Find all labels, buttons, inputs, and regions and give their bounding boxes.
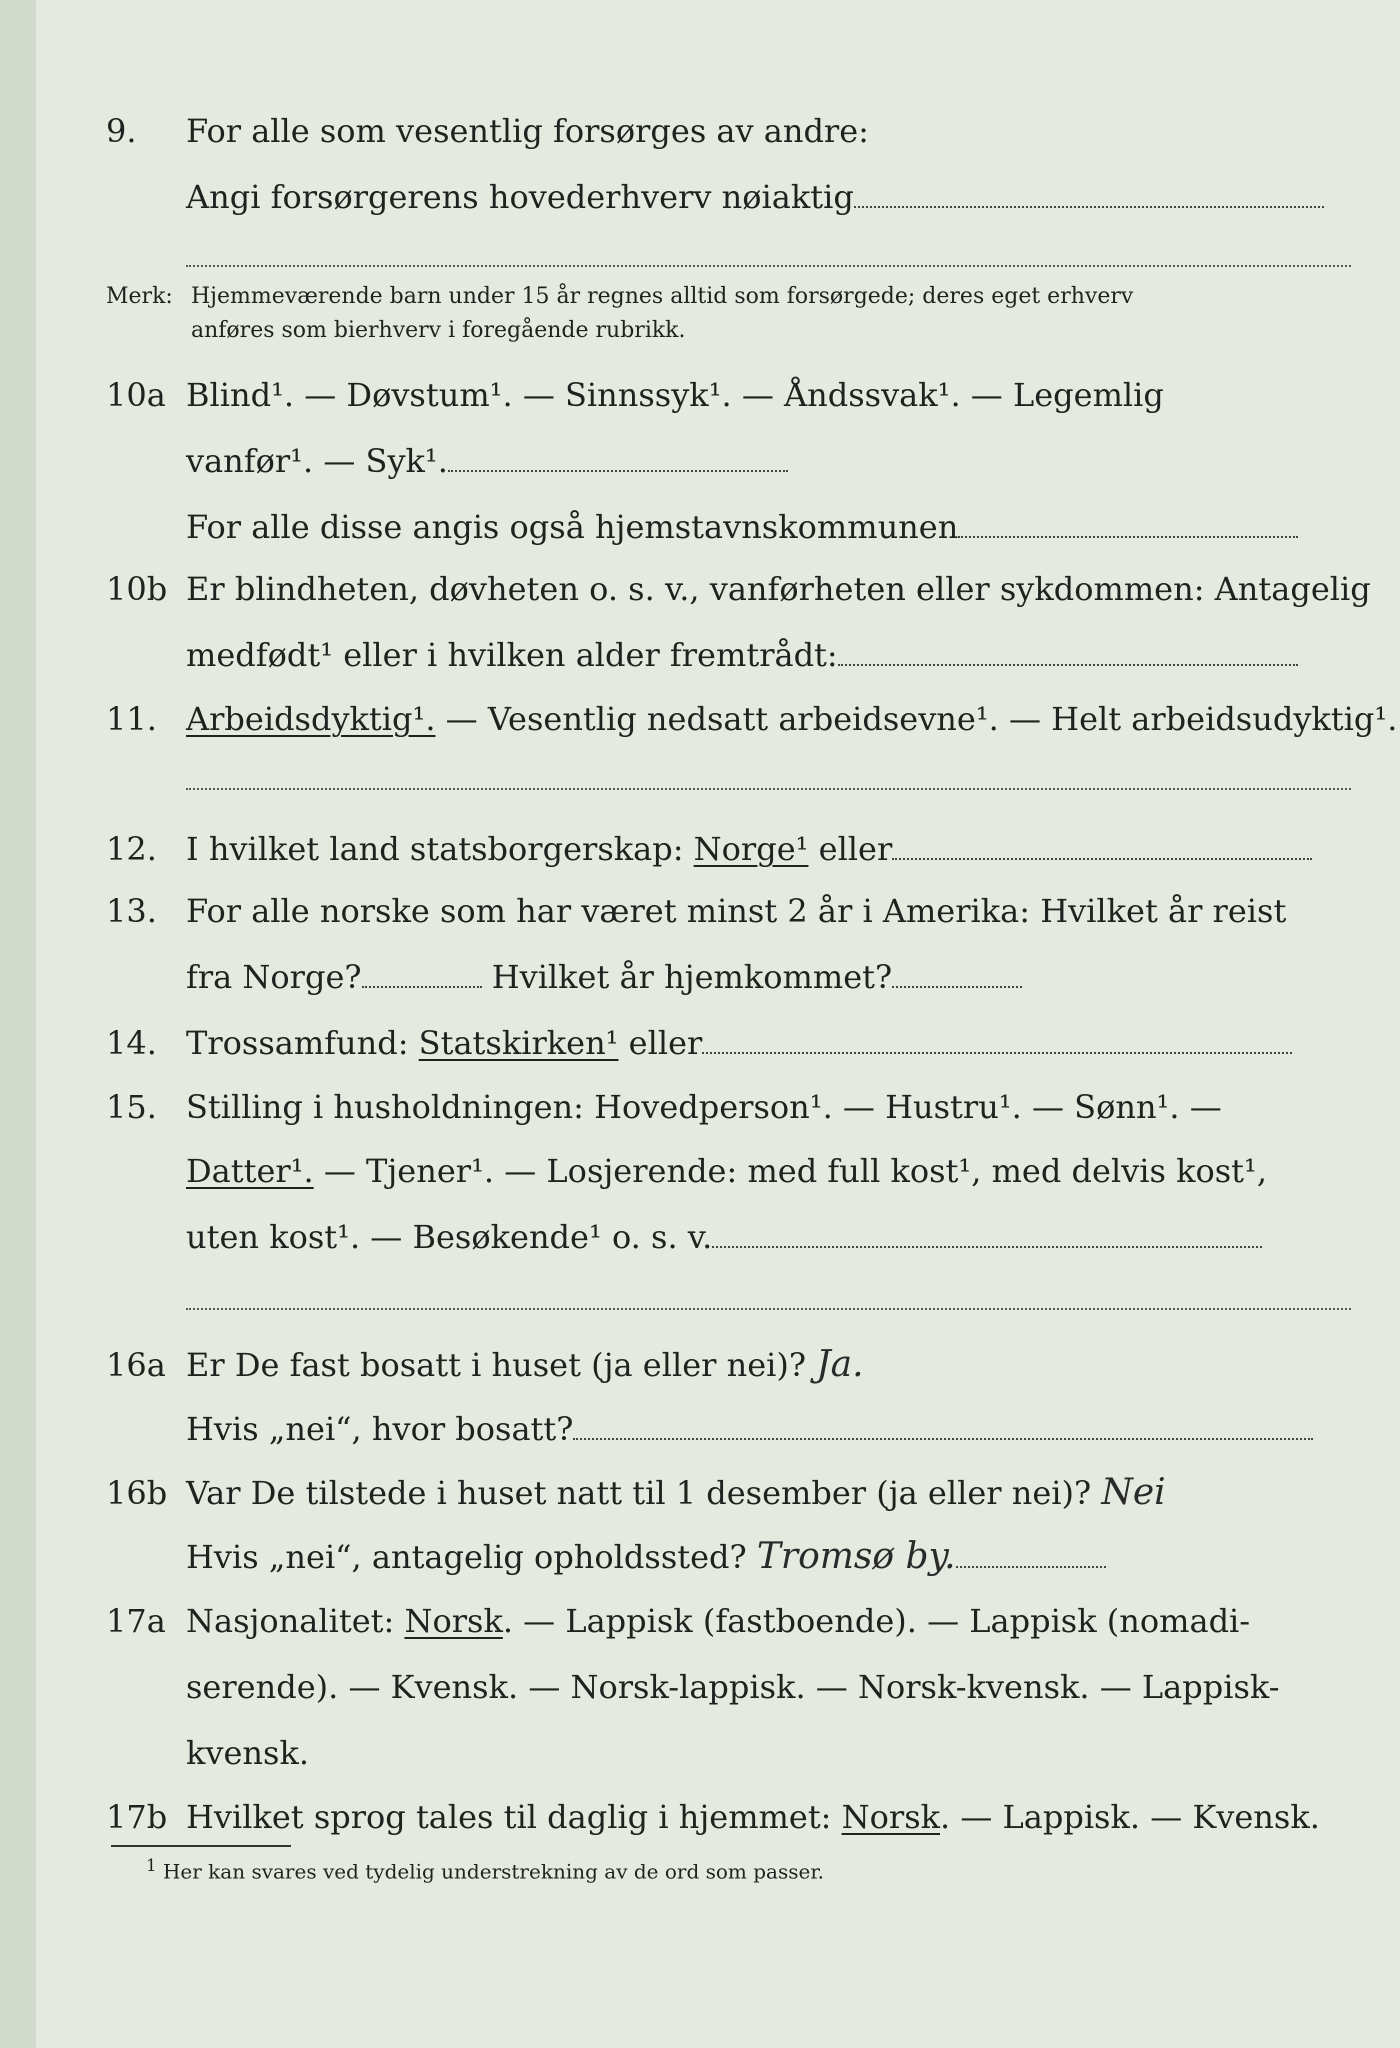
- q13-number: 13.: [106, 892, 157, 930]
- q17b-pre: Hvilket sprog tales til daglig i hjemmet:: [186, 1798, 842, 1836]
- q13-line2a: fra Norge?: [186, 958, 362, 996]
- answer-line[interactable]: [186, 1308, 1351, 1310]
- q17a-line3: kvensk.: [186, 1734, 309, 1772]
- q16a-handwritten-answer[interactable]: Ja.: [816, 1344, 864, 1385]
- footnote-mark: 1: [146, 1856, 157, 1875]
- q12-number: 12.: [106, 830, 157, 868]
- q10b-row: [36, 564, 1400, 614]
- q15-row: [36, 1082, 1400, 1132]
- answer-line[interactable]: [186, 265, 1351, 267]
- q14-row: [36, 1018, 1400, 1068]
- q17a-row: [36, 1596, 1400, 1646]
- q10b-row2: [36, 630, 1400, 680]
- merk-note: [106, 280, 1346, 350]
- q17b-post: . — Lappisk. — Kvensk.: [940, 1798, 1320, 1836]
- q17a-row3: [36, 1728, 1400, 1778]
- answer-line[interactable]: [854, 178, 1324, 208]
- q16a-row2: [36, 1404, 1400, 1454]
- q17a-number: 17a: [106, 1602, 166, 1640]
- q16a-number: 16a: [106, 1346, 166, 1384]
- q12-option-selected[interactable]: Norge¹: [693, 830, 809, 868]
- q16b-handwritten-answer[interactable]: Nei: [1101, 1472, 1166, 1513]
- q9-row2: [36, 172, 1400, 222]
- q10a-row3: [36, 502, 1400, 552]
- q15-row3: [36, 1212, 1400, 1262]
- q12-row: [36, 824, 1400, 874]
- merk-line1: Hjemmeværende barn under 15 år regnes alltid som forsørgede; deres eget erhverv: [191, 284, 1134, 309]
- q10a-row: [36, 370, 1400, 420]
- q14-number: 14.: [106, 1024, 157, 1062]
- q9-row: [36, 106, 1400, 156]
- q13-row: [36, 886, 1400, 936]
- q14-post: eller: [618, 1024, 703, 1062]
- q10a-row2: [36, 436, 1400, 486]
- q16a-line2: Hvis „nei“, hvor bosatt?: [186, 1410, 574, 1448]
- q16a-line1: Er De fast bosatt i huset (ja eller nei)?: [186, 1346, 807, 1384]
- q13-line1: For alle norske som har været minst 2 år i Amerika: Hvilket år reist: [186, 892, 1287, 930]
- q17b-row: [36, 1792, 1400, 1842]
- q15-line3: uten kost¹. — Besøkende¹ o. s. v.: [186, 1218, 713, 1256]
- q15-number: 15.: [106, 1088, 157, 1126]
- answer-line[interactable]: [956, 1538, 1106, 1568]
- merk-body: [191, 280, 1341, 348]
- answer-line[interactable]: [448, 442, 788, 472]
- q14-option-selected[interactable]: Statskirken¹: [418, 1024, 619, 1062]
- footnote: [146, 1856, 824, 1884]
- census-form-page: [36, 0, 1400, 2048]
- q17a-pre: Nasjonalitet:: [186, 1602, 405, 1640]
- q15-option-selected[interactable]: Datter¹.: [186, 1152, 314, 1190]
- q11-option-selected[interactable]: Arbeidsdyktig¹.: [186, 700, 436, 738]
- answer-line[interactable]: [186, 788, 1351, 790]
- q16b-number: 16b: [106, 1474, 168, 1512]
- q13-row2: [36, 952, 1400, 1002]
- q13-line2b: Hvilket år hjemkommet?: [491, 958, 893, 996]
- q16b-line2: Hvis „nei“, antagelig opholdssted?: [186, 1538, 747, 1576]
- q17a-line2: serende). — Kvensk. — Norsk-lappisk. — Norsk-kvensk. — Lappisk-: [186, 1668, 1280, 1706]
- q12-pre: I hvilket land statsborgerskap:: [186, 830, 694, 868]
- footnote-text: Her kan svares ved tydelig understrekning av de ord som passer.: [162, 1859, 825, 1884]
- q10a-line2: vanfør¹. — Syk¹.: [186, 442, 448, 480]
- q10b-line2: medfødt¹ eller i hvilken alder fremtrådt:: [186, 636, 838, 674]
- q16b-row: [36, 1468, 1400, 1518]
- q10a-line1: Blind¹. — Døvstum¹. — Sinnssyk¹. — Åndssvak¹. — Legemlig: [186, 376, 1164, 414]
- answer-line[interactable]: [892, 830, 1312, 860]
- q16b-handwritten-place[interactable]: Tromsø by.: [756, 1536, 956, 1577]
- footnote-divider: [111, 1845, 291, 1847]
- q11-number: 11.: [106, 700, 157, 738]
- q11-rest: — Vesentlig nedsatt arbeidsevne¹. — Helt arbeidsudyktig¹.: [435, 700, 1398, 738]
- q17b-option-selected[interactable]: Norsk: [841, 1798, 940, 1836]
- q10b-line1: Er blindheten, døvheten o. s. v., vanførheten eller sykdommen: Antagelig: [186, 570, 1371, 608]
- q17b-number: 17b: [106, 1798, 168, 1836]
- q9-number: 9.: [106, 112, 137, 150]
- q14-pre: Trossamfund:: [186, 1024, 419, 1062]
- q9-line2-wrap: [186, 172, 1324, 222]
- answer-line[interactable]: [838, 636, 1298, 666]
- q16a-row: [36, 1340, 1400, 1390]
- merk-line2: anføres som bierhverv i foregående rubrikk.: [191, 318, 686, 343]
- answer-line[interactable]: [573, 1410, 1313, 1440]
- answer-line[interactable]: [958, 508, 1298, 538]
- q11-row: [36, 694, 1400, 744]
- q17a-row2: [36, 1662, 1400, 1712]
- answer-line[interactable]: [712, 1218, 1262, 1248]
- q15-line1: Stilling i husholdningen: Hovedperson¹. — Hustru¹. — Sønn¹. —: [186, 1088, 1222, 1126]
- q17a-line1rest: . — Lappisk (fastboende). — Lappisk (nomadi-: [502, 1602, 1251, 1640]
- q10a-number: 10a: [106, 376, 166, 414]
- q12-post: eller: [808, 830, 893, 868]
- q16b-line1: Var De tilstede i huset natt til 1 desember (ja eller nei)?: [186, 1474, 1092, 1512]
- answer-line[interactable]: [892, 958, 1022, 988]
- answer-line[interactable]: [702, 1024, 1292, 1054]
- answer-line[interactable]: [362, 958, 482, 988]
- q15-row2: [36, 1146, 1400, 1196]
- q10b-number: 10b: [106, 570, 168, 608]
- q9-line1: For alle som vesentlig forsørges av andre:: [186, 112, 869, 150]
- merk-label: Merk:: [106, 284, 173, 309]
- q16b-row2: [36, 1532, 1400, 1582]
- q10a-line3: For alle disse angis også hjemstavnskommunen: [186, 508, 959, 546]
- q17a-option-selected[interactable]: Norsk: [404, 1602, 503, 1640]
- q15-line2rest: — Tjener¹. — Losjerende: med full kost¹, med delvis kost¹,: [313, 1152, 1268, 1190]
- q9-line2: Angi forsørgerens hovederhverv nøiaktig: [186, 178, 854, 216]
